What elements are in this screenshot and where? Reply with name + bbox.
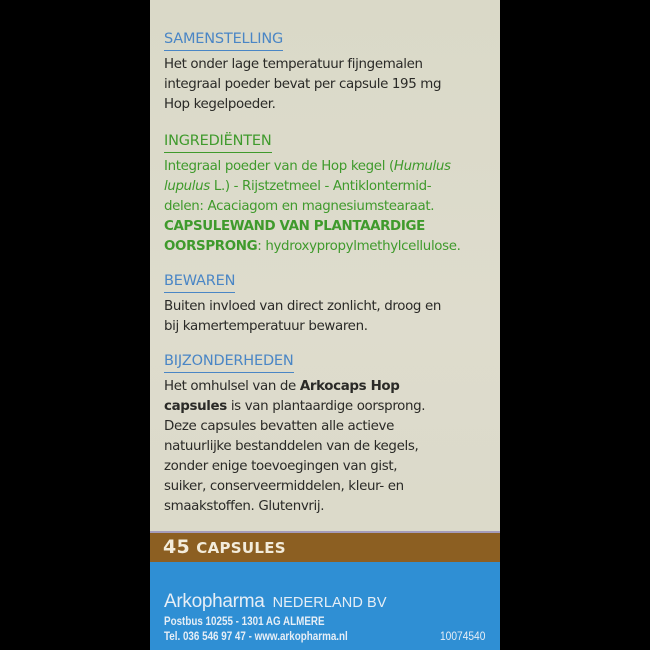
manufacturer-address: Postbus 10255 - 1301 AG ALMERE <box>164 614 325 628</box>
manufacturer-name <box>164 591 387 613</box>
heading-ingredienten: INGREDIËNTEN <box>164 132 272 153</box>
text-line: smaakstoffen. Glutenvrij. <box>164 499 325 514</box>
text-line: delen: Acaciagom en magnesiumstearaat. <box>164 199 435 214</box>
heading-bijzonderheden: BIJZONDERHEDEN <box>164 352 294 373</box>
text-line <box>164 237 492 257</box>
capsule-wall-label: CAPSULEWAND VAN PLANTAARDIGE <box>164 219 425 234</box>
product-name: Arkocaps Hop <box>299 379 400 394</box>
product-name: capsules <box>164 399 227 414</box>
section-bewaren <box>164 270 492 337</box>
capsule-count-band <box>150 533 500 562</box>
capsule-count-unit: CAPSULES <box>196 539 286 557</box>
manufacturer-footer <box>150 562 500 650</box>
text-line <box>164 377 492 397</box>
text-line: suiker, conserveermiddelen, kleur- en <box>164 479 404 494</box>
text-line <box>164 217 492 237</box>
capsule-count-number: 45 <box>163 536 191 558</box>
text-line <box>164 177 492 197</box>
text-line: Het onder lage temperatuur fijngemalen <box>164 57 423 72</box>
bewaren-text <box>164 297 492 337</box>
capsule-wall-label: OORSPRONG <box>164 239 258 254</box>
text-fragment: L.) - Rijstzetmeel - Antiklontermid- <box>209 179 432 194</box>
text-fragment: : hydroxypropylmethylcellulose. <box>257 239 461 254</box>
text-line: natuurlijke bestanddelen van de kegels, <box>164 439 419 454</box>
text-line: integraal poeder bevat per capsule 195 mg <box>164 77 442 92</box>
section-bijzonderheden <box>164 350 492 517</box>
text-line: Buiten invloed van direct zonlicht, droog en <box>164 299 442 314</box>
ingredienten-text <box>164 157 492 257</box>
section-samenstelling <box>164 28 492 115</box>
text-fragment: Integraal poeder van de Hop kegel ( <box>164 159 394 174</box>
brand-logo-text: Arkopharma <box>164 591 265 612</box>
heading-samenstelling: SAMENSTELLING <box>164 30 283 51</box>
section-ingredienten <box>164 130 492 257</box>
bijzonderheden-text <box>164 377 492 517</box>
heading-bewaren: BEWAREN <box>164 272 235 293</box>
text-fragment: is van plantaardige oorsprong. <box>226 399 426 414</box>
manufacturer-contact: Tel. 036 546 97 47 - www.arkopharma.nl <box>164 629 348 643</box>
text-line: zonder enige toevoegingen van gist, <box>164 459 398 474</box>
brand-country: NEDERLAND BV <box>272 595 387 611</box>
text-line: bij kamertemperatuur bewaren. <box>164 319 368 334</box>
product-code: 10074540 <box>439 629 485 643</box>
product-label <box>150 0 500 650</box>
latin-name: lupulus <box>164 179 210 194</box>
capsule-count <box>163 536 286 558</box>
text-line <box>164 397 492 417</box>
text-fragment: Het omhulsel van de <box>164 379 300 394</box>
text-line: Hop kegelpoeder. <box>164 97 276 112</box>
text-line <box>164 157 492 177</box>
text-line: Deze capsules bevatten alle actieve <box>164 419 394 434</box>
samenstelling-text <box>164 55 492 115</box>
latin-name: Humulus <box>393 159 451 174</box>
